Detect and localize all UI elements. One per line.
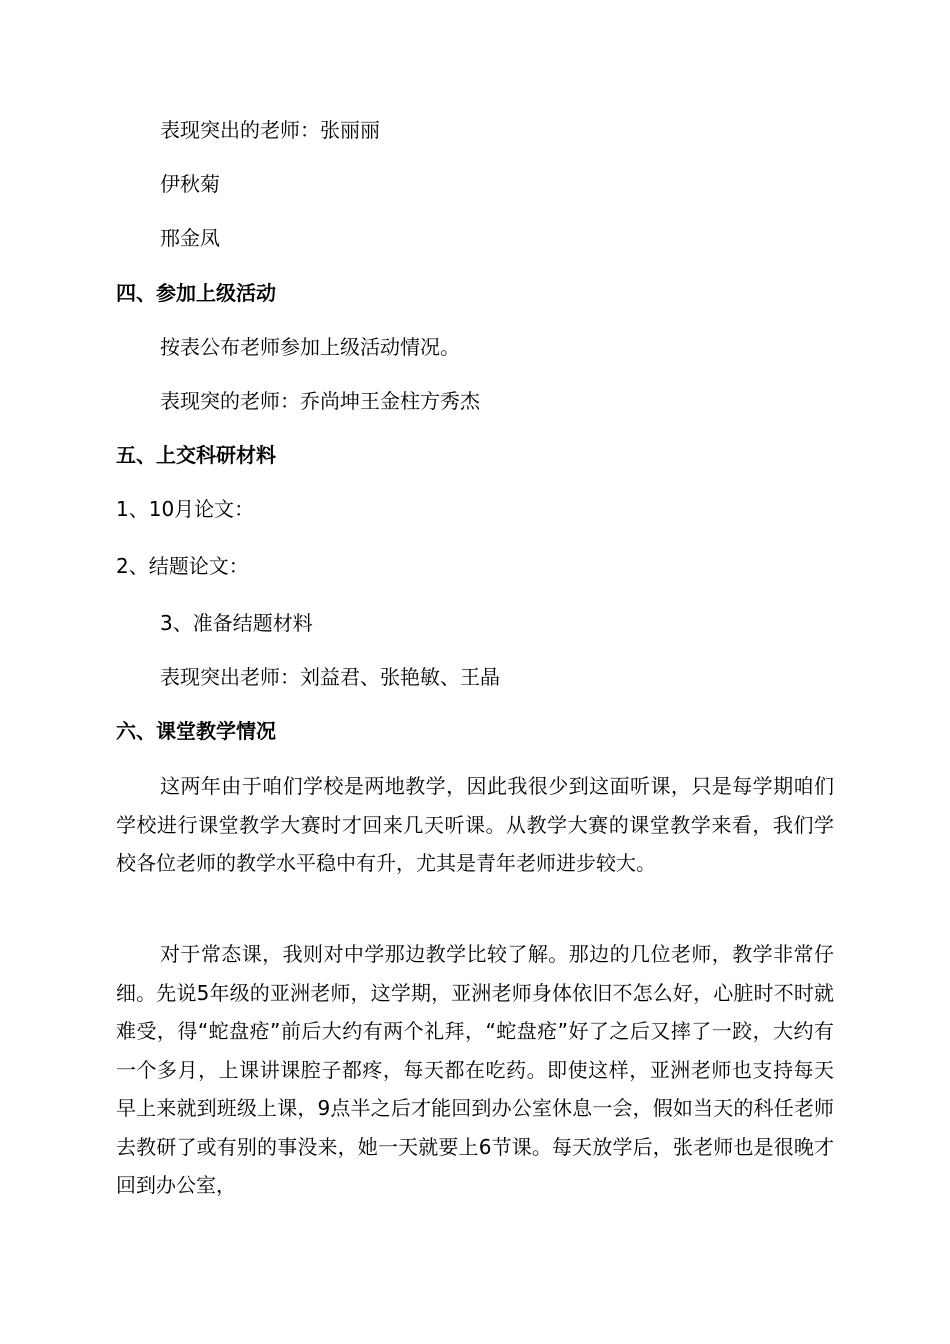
list-item: 2、结题论文： xyxy=(116,554,249,578)
teacher-name-line: 邢金凤 xyxy=(160,226,220,250)
section-heading-6: 六、课堂教学情况 xyxy=(116,719,276,743)
teacher-name-line: 伊秋菊 xyxy=(160,172,220,196)
body-line: 按表公布老师参加上级活动情况。 xyxy=(160,335,460,359)
section-heading-4: 四、参加上级活动 xyxy=(116,281,276,305)
list-item: 3、准备结题材料 xyxy=(160,611,313,635)
outstanding-teachers-line: 表现突出老师：刘益君、张艳敏、王晶 xyxy=(160,665,500,689)
outstanding-teachers-line: 表现突的老师：乔尚坤王金柱方秀杰 xyxy=(160,389,480,413)
body-paragraph: 这两年由于咱们学校是两地教学，因此我很少到这面听课，只是每学期咱们学校进行课堂教学大赛时才回来几天听课。从教学大赛的课堂教学来看，我们学校各位老师的教学水平稳中有升，尤其是青年老师进步较大。 xyxy=(116,774,834,875)
list-item: 1、10月论文： xyxy=(116,497,255,521)
section-heading-5: 五、上交科研材料 xyxy=(116,443,276,467)
outstanding-teachers-line: 表现突出的老师：张丽丽 xyxy=(160,118,380,142)
body-paragraph: 对于常态课，我则对中学那边教学比较了解。那边的几位老师，教学非常仔细。先说5年级的亚洲老师，这学期，亚洲老师身体依旧不怎么好，心脏时不时就难受，得“蛇盘疮”前后大约有两个礼拜，“蛇盘疮”好了之后又摔了一跤，大约有一个多月，上课讲课腔子都疼，每天都在吃药。即使这样，亚洲老师也支持每天早上来就到班级上课，9点半之后才能回到办公室休息一会，假如当天的科任老师去教研了或有别的事没来，她一天就要上6节课。每天放学后，张老师也是很晚才回到办公室， xyxy=(116,942,834,1197)
